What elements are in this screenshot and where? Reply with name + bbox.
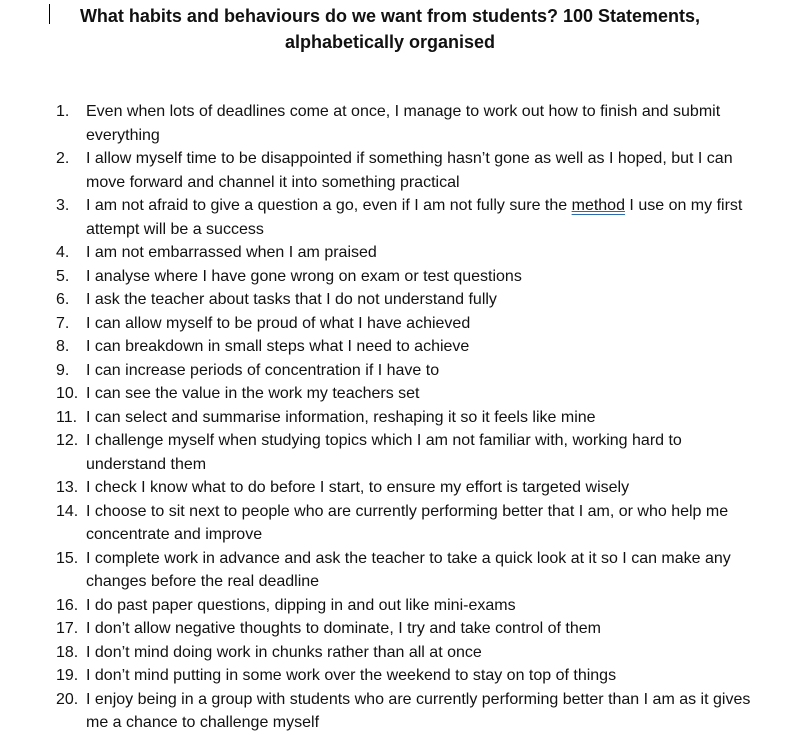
list-item: [0, 194, 790, 241]
item-text: I ask the teacher about tasks that I do not understand fully: [86, 291, 497, 308]
item-number: 4.: [56, 244, 70, 261]
list-item: [0, 641, 790, 665]
item-text: I complete work in advance and ask the teacher to take a quick look at it so I can make any changes before the real deadline: [86, 549, 731, 590]
list-item: [0, 288, 790, 312]
list-item: [0, 265, 790, 289]
item-text: I can increase periods of concentration if I have to: [86, 361, 440, 379]
list-item: [0, 664, 790, 688]
grammar-flagged-word[interactable]: method: [571, 197, 625, 214]
item-number: 8.: [56, 338, 70, 355]
list-item: [0, 312, 790, 336]
item-text: I analyse where I have gone wrong on exam or test questions: [86, 267, 522, 285]
list-item: [0, 500, 790, 547]
list-item: [0, 335, 790, 359]
item-text: I choose to sit next to people who are currently performing better that I am, or who help me concentrate and improve: [86, 502, 729, 543]
item-number: 13.: [56, 479, 79, 496]
item-text-start: I am not afraid to give a question a go, even if I am not fully sure the: [86, 197, 572, 214]
item-number: 15.: [56, 549, 79, 567]
item-text: Even when lots of deadlines come at once, I manage to work out how to finish and submit everything: [86, 103, 721, 144]
list-item: [0, 594, 790, 618]
document-title: [50, 3, 730, 55]
list-item: [0, 617, 790, 641]
item-text: I can breakdown in small steps what I need to achieve: [86, 338, 470, 355]
item-text: I enjoy being in a group with students who are currently performing better than I am as it gives me a chance to challenge myself: [86, 690, 751, 731]
item-text: I can see the value in the work my teachers set: [86, 385, 420, 402]
item-number: 1.: [56, 103, 70, 120]
item-number: 12.: [56, 432, 79, 449]
list-item: [0, 547, 790, 594]
item-text-end: I use on my first attempt will be a success: [86, 197, 743, 238]
item-number: 6.: [56, 291, 70, 308]
statement-list: [0, 100, 790, 735]
item-number: 10.: [56, 385, 79, 402]
title-line-1: What habits and behaviours do we want from students? 100 Statements,: [79, 6, 701, 26]
item-number: 14.: [56, 502, 79, 520]
list-item: [0, 100, 790, 147]
list-item: [0, 147, 790, 194]
item-number: 11.: [56, 408, 78, 426]
item-number: 20.: [56, 690, 79, 708]
item-text: I don’t allow negative thoughts to dominate, I try and take control of them: [86, 620, 601, 637]
item-number: 9.: [56, 361, 70, 379]
item-text: I am not embarrassed when I am praised: [86, 244, 377, 261]
list-item: [0, 429, 790, 476]
item-number: 5.: [56, 267, 70, 285]
item-text: I don’t mind doing work in chunks rather than all at once: [86, 643, 482, 661]
list-item: [0, 359, 790, 383]
item-number: 17.: [56, 620, 79, 637]
item-number: 16.: [56, 596, 79, 614]
item-text: I do past paper questions, dipping in and out like mini-exams: [86, 596, 516, 614]
list-item: [0, 476, 790, 500]
item-text: I can allow myself to be proud of what I have achieved: [86, 314, 471, 332]
item-text: I allow myself time to be disappointed if something hasn’t gone as well as I hoped, but I can move forward and channel it into something practical: [86, 150, 733, 191]
list-item: [0, 241, 790, 265]
item-number: 19.: [56, 667, 79, 684]
item-number: 7.: [56, 314, 70, 332]
list-item: [0, 688, 790, 735]
item-number: 18.: [56, 643, 79, 661]
list-item: [0, 382, 790, 406]
item-text: I check I know what to do before I start, to ensure my effort is targeted wisely: [86, 479, 630, 496]
item-number: 2.: [56, 150, 70, 167]
list-item: [0, 406, 790, 430]
item-text: I don’t mind putting in some work over the weekend to stay on top of things: [86, 667, 617, 684]
item-number: 3.: [56, 197, 70, 214]
item-text: I challenge myself when studying topics which I am not familiar with, working hard to understand them: [86, 432, 682, 473]
title-line-2: alphabetically organised: [284, 32, 496, 52]
item-text: I can select and summarise information, reshaping it so it feels like mine: [86, 408, 596, 426]
